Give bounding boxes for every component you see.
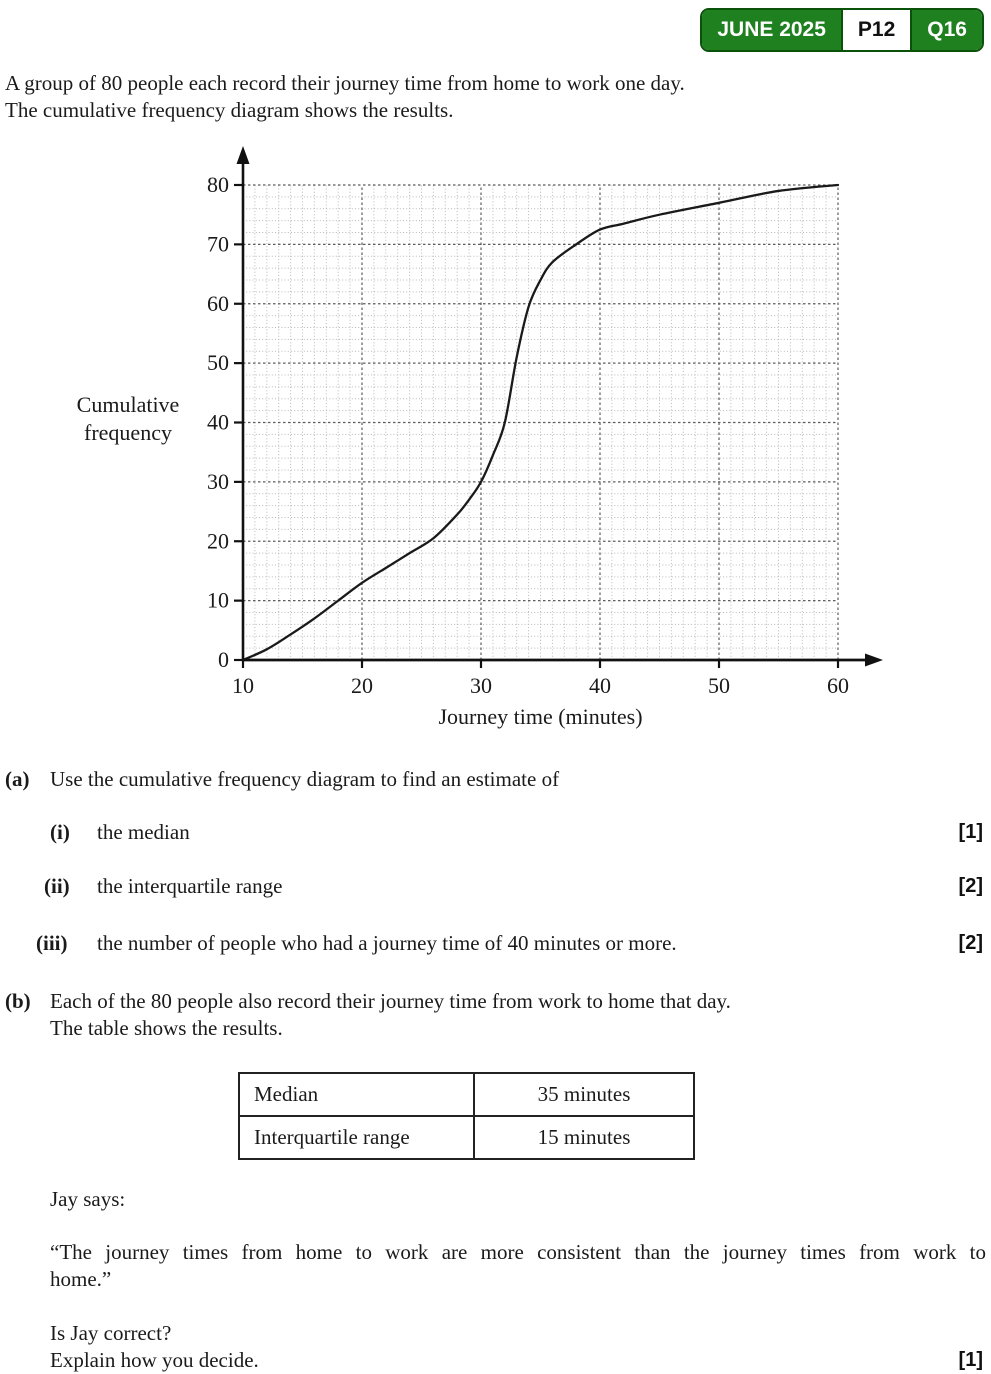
explain-text: Explain how you decide. [50,1348,259,1372]
x-tick-label: 20 [351,673,373,698]
marks-a-ii: [2] [958,875,983,897]
y-axis-title: Cumulative [76,392,180,417]
table-cell-median-label: Median [239,1073,474,1116]
part-i-label: (i) [50,820,70,844]
question-b-label: (b) [5,989,31,1013]
x-tick-label: 40 [589,673,611,698]
question-b-line-2: The table shows the results. [50,1016,283,1040]
cumulative-frequency-chart [55,138,900,738]
marks-a-iii: [2] [958,932,983,954]
y-tick-label: 70 [207,231,229,257]
y-tick-label: 50 [207,350,229,376]
x-tick-label: 60 [827,673,849,698]
table-row-iqr [239,1116,694,1159]
y-tick-label: 30 [207,468,229,494]
intro-line-2: The cumulative frequency diagram shows the results. [5,98,454,122]
table-row-median [239,1073,694,1116]
part-ii-text: the interquartile range [97,874,283,898]
results-table [238,1072,695,1160]
x-tick-label: 50 [708,673,730,698]
table-cell-iqr-value: 15 minutes [474,1116,694,1159]
marks-a-i: [1] [958,821,983,843]
y-tick-label: 40 [207,409,229,435]
x-tick-label: 10 [232,673,254,698]
question-a-label: (a) [5,767,30,791]
y-tick-label: 60 [207,290,229,316]
jay-quote-line-1: “The journey times from home to work are more consistent than the journey times from work to [50,1240,986,1264]
part-iii-text: the number of people who had a journey time of 40 minutes or more. [97,931,677,955]
intro-line-1: A group of 80 people each record their journey time from home to work one day. [5,71,685,95]
part-iii-label: (iii) [36,931,68,955]
y-axis-arrow-icon [237,146,250,164]
x-axis-title: Journey time (minutes) [438,704,643,729]
question-a-text: Use the cumulative frequency diagram to find an estimate of [50,767,560,791]
is-jay-correct-text: Is Jay correct? [50,1321,172,1345]
question-b-line-1: Each of the 80 people also record their journey time from work to home that day. [50,989,731,1013]
table-cell-iqr-label: Interquartile range [239,1116,474,1159]
y-tick-label: 80 [207,172,229,197]
marks-b: [1] [958,1349,983,1371]
jay-quote-line-2: home.” [50,1267,112,1291]
y-axis-title: frequency [84,420,172,445]
badge-session: JUNE 2025 [702,10,841,50]
x-tick-label: 30 [470,673,492,698]
jay-says-label: Jay says: [50,1187,126,1211]
badge-question: Q16 [912,10,982,50]
table-cell-median-value: 35 minutes [474,1073,694,1116]
part-i-text: the median [97,820,190,844]
y-tick-label: 20 [207,528,229,554]
x-axis-arrow-icon [865,654,883,667]
y-tick-label: 0 [218,647,229,672]
part-ii-label: (ii) [44,874,70,898]
exam-badge [700,8,984,52]
y-tick-label: 10 [207,587,229,613]
badge-paper: P12 [841,10,912,50]
